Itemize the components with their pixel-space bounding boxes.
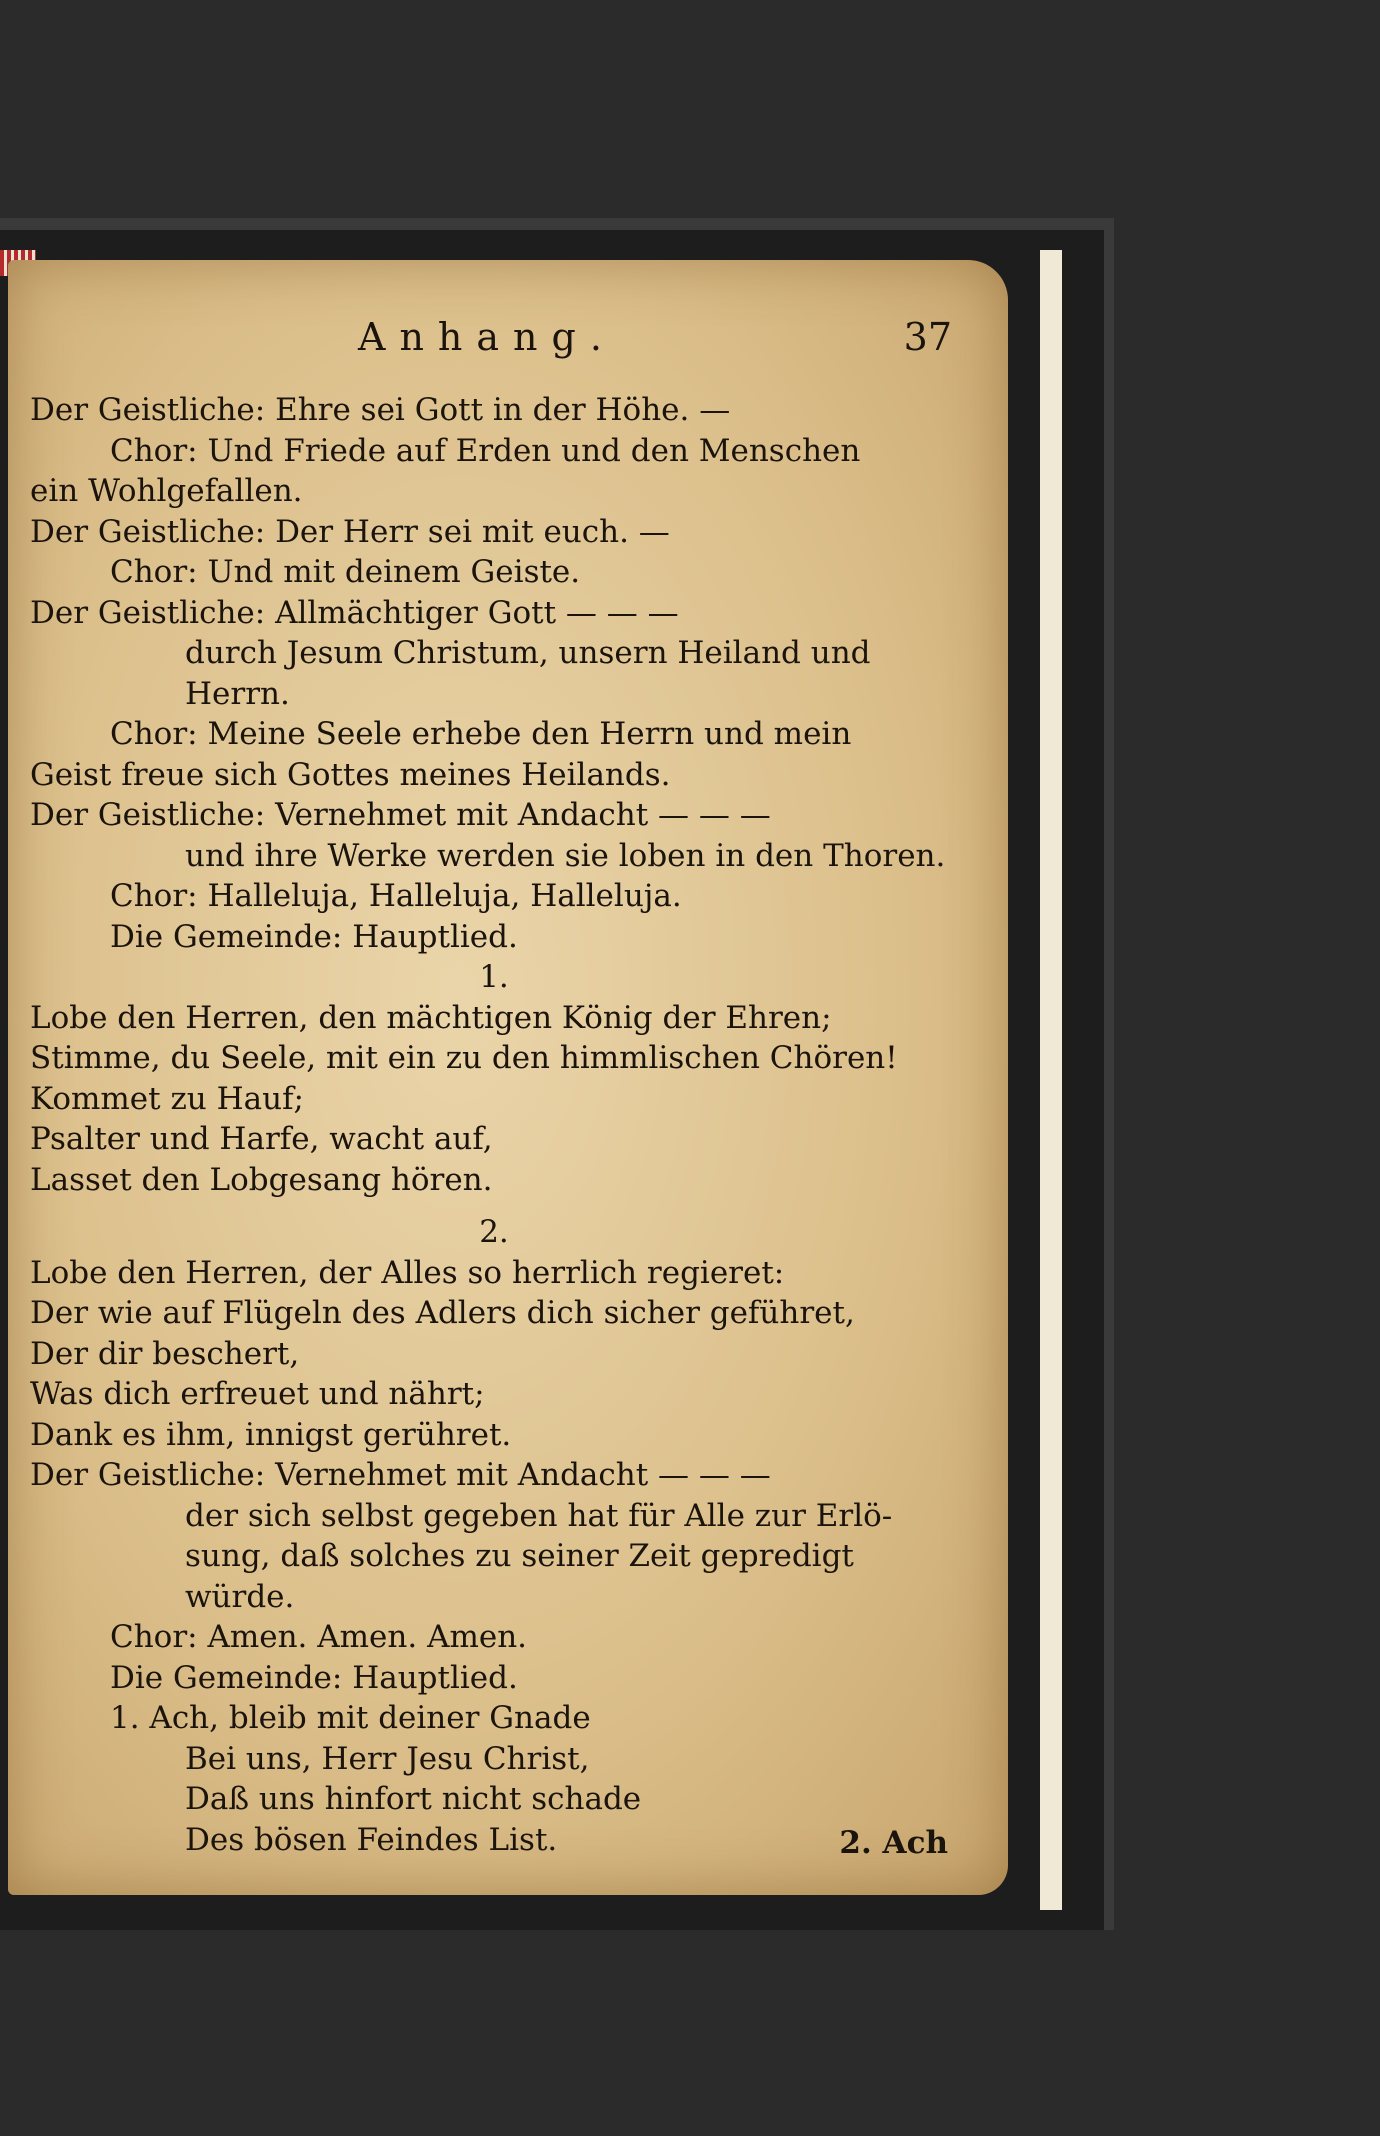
text-line: und ihre Werke werden sie loben in den Thoren. (185, 837, 946, 874)
page-number: 37 (903, 315, 952, 359)
text-line: Kommet zu Hauf; (30, 1080, 304, 1117)
stanza-gap (30, 1200, 958, 1212)
text-line: Lobe den Herren, den mächtigen König der Ehren; (30, 999, 832, 1036)
page-body (30, 390, 958, 1860)
text-line: Dank es ihm, innigst gerühret. (30, 1416, 512, 1453)
page-header (28, 315, 968, 375)
text-line: Der dir beschert, (30, 1335, 300, 1372)
text-line: Chor: Meine Seele erhebe den Herrn und mein (110, 716, 852, 752)
text-line: Psalter und Harfe, wacht auf, (30, 1121, 493, 1157)
text-line: Der Geistliche: Vernehmet mit Andacht — — — (30, 797, 771, 833)
text-line: 2. (479, 1214, 509, 1250)
book-page (8, 260, 1008, 1895)
text-line: Bei uns, Herr Jesu Christ, (185, 1740, 590, 1777)
text-line: Der wie auf Flügeln des Adlers dich sicher geführet, (30, 1295, 855, 1331)
text-line: Chor: Amen. Amen. Amen. (110, 1619, 528, 1655)
text-line: Lobe den Herren, der Alles so herrlich regieret: (30, 1254, 785, 1291)
text-line: Der Geistliche: Allmächtiger Gott — — — (30, 594, 679, 631)
running-title: Anhang. (358, 315, 616, 359)
text-line: Der Geistliche: Der Herr sei mit euch. — (30, 513, 670, 550)
text-line: Geist freue sich Gottes meines Heilands. (30, 756, 671, 793)
text-line: würde. (185, 1578, 295, 1615)
text-line: Des bösen Feindes List. (185, 1821, 558, 1858)
text-line: durch Jesum Christum, unsern Heiland und (185, 635, 871, 671)
text-line: der sich selbst gegeben hat für Alle zur Erlö- (185, 1497, 893, 1534)
text-line: Die Gemeinde: Hauptlied. (110, 1659, 518, 1696)
text-line: Die Gemeinde: Hauptlied. (110, 918, 518, 955)
text-line: Was dich erfreuet und nährt; (30, 1376, 485, 1412)
text-line: ein Wohlgefallen. (30, 473, 303, 509)
text-line: Chor: Halleluja, Halleluja, Halleluja. (110, 878, 682, 914)
text-line: sung, daß solches zu seiner Zeit gepredigt (185, 1538, 854, 1574)
text-line: Daß uns hinfort nicht schade (185, 1781, 642, 1817)
text-line: Chor: Und Friede auf Erden und den Menschen (110, 432, 861, 469)
text-line: Der Geistliche: Ehre sei Gott in der Höhe. — (30, 392, 731, 428)
text-line: Chor: Und mit deinem Geiste. (110, 554, 581, 590)
text-line: 1. Ach, bleib mit deiner Gnade (110, 1700, 591, 1736)
text-line: Herrn. (185, 675, 290, 712)
page-edges (1040, 250, 1062, 1910)
text-line: Der Geistliche: Vernehmet mit Andacht — — — (30, 1457, 771, 1493)
catchword: 2. Ach (839, 1825, 948, 1861)
text-line: 1. (479, 959, 509, 995)
text-line: Stimme, du Seele, mit ein zu den himmlischen Chören! (30, 1040, 898, 1076)
text-line: Lasset den Lobgesang hören. (30, 1161, 493, 1198)
